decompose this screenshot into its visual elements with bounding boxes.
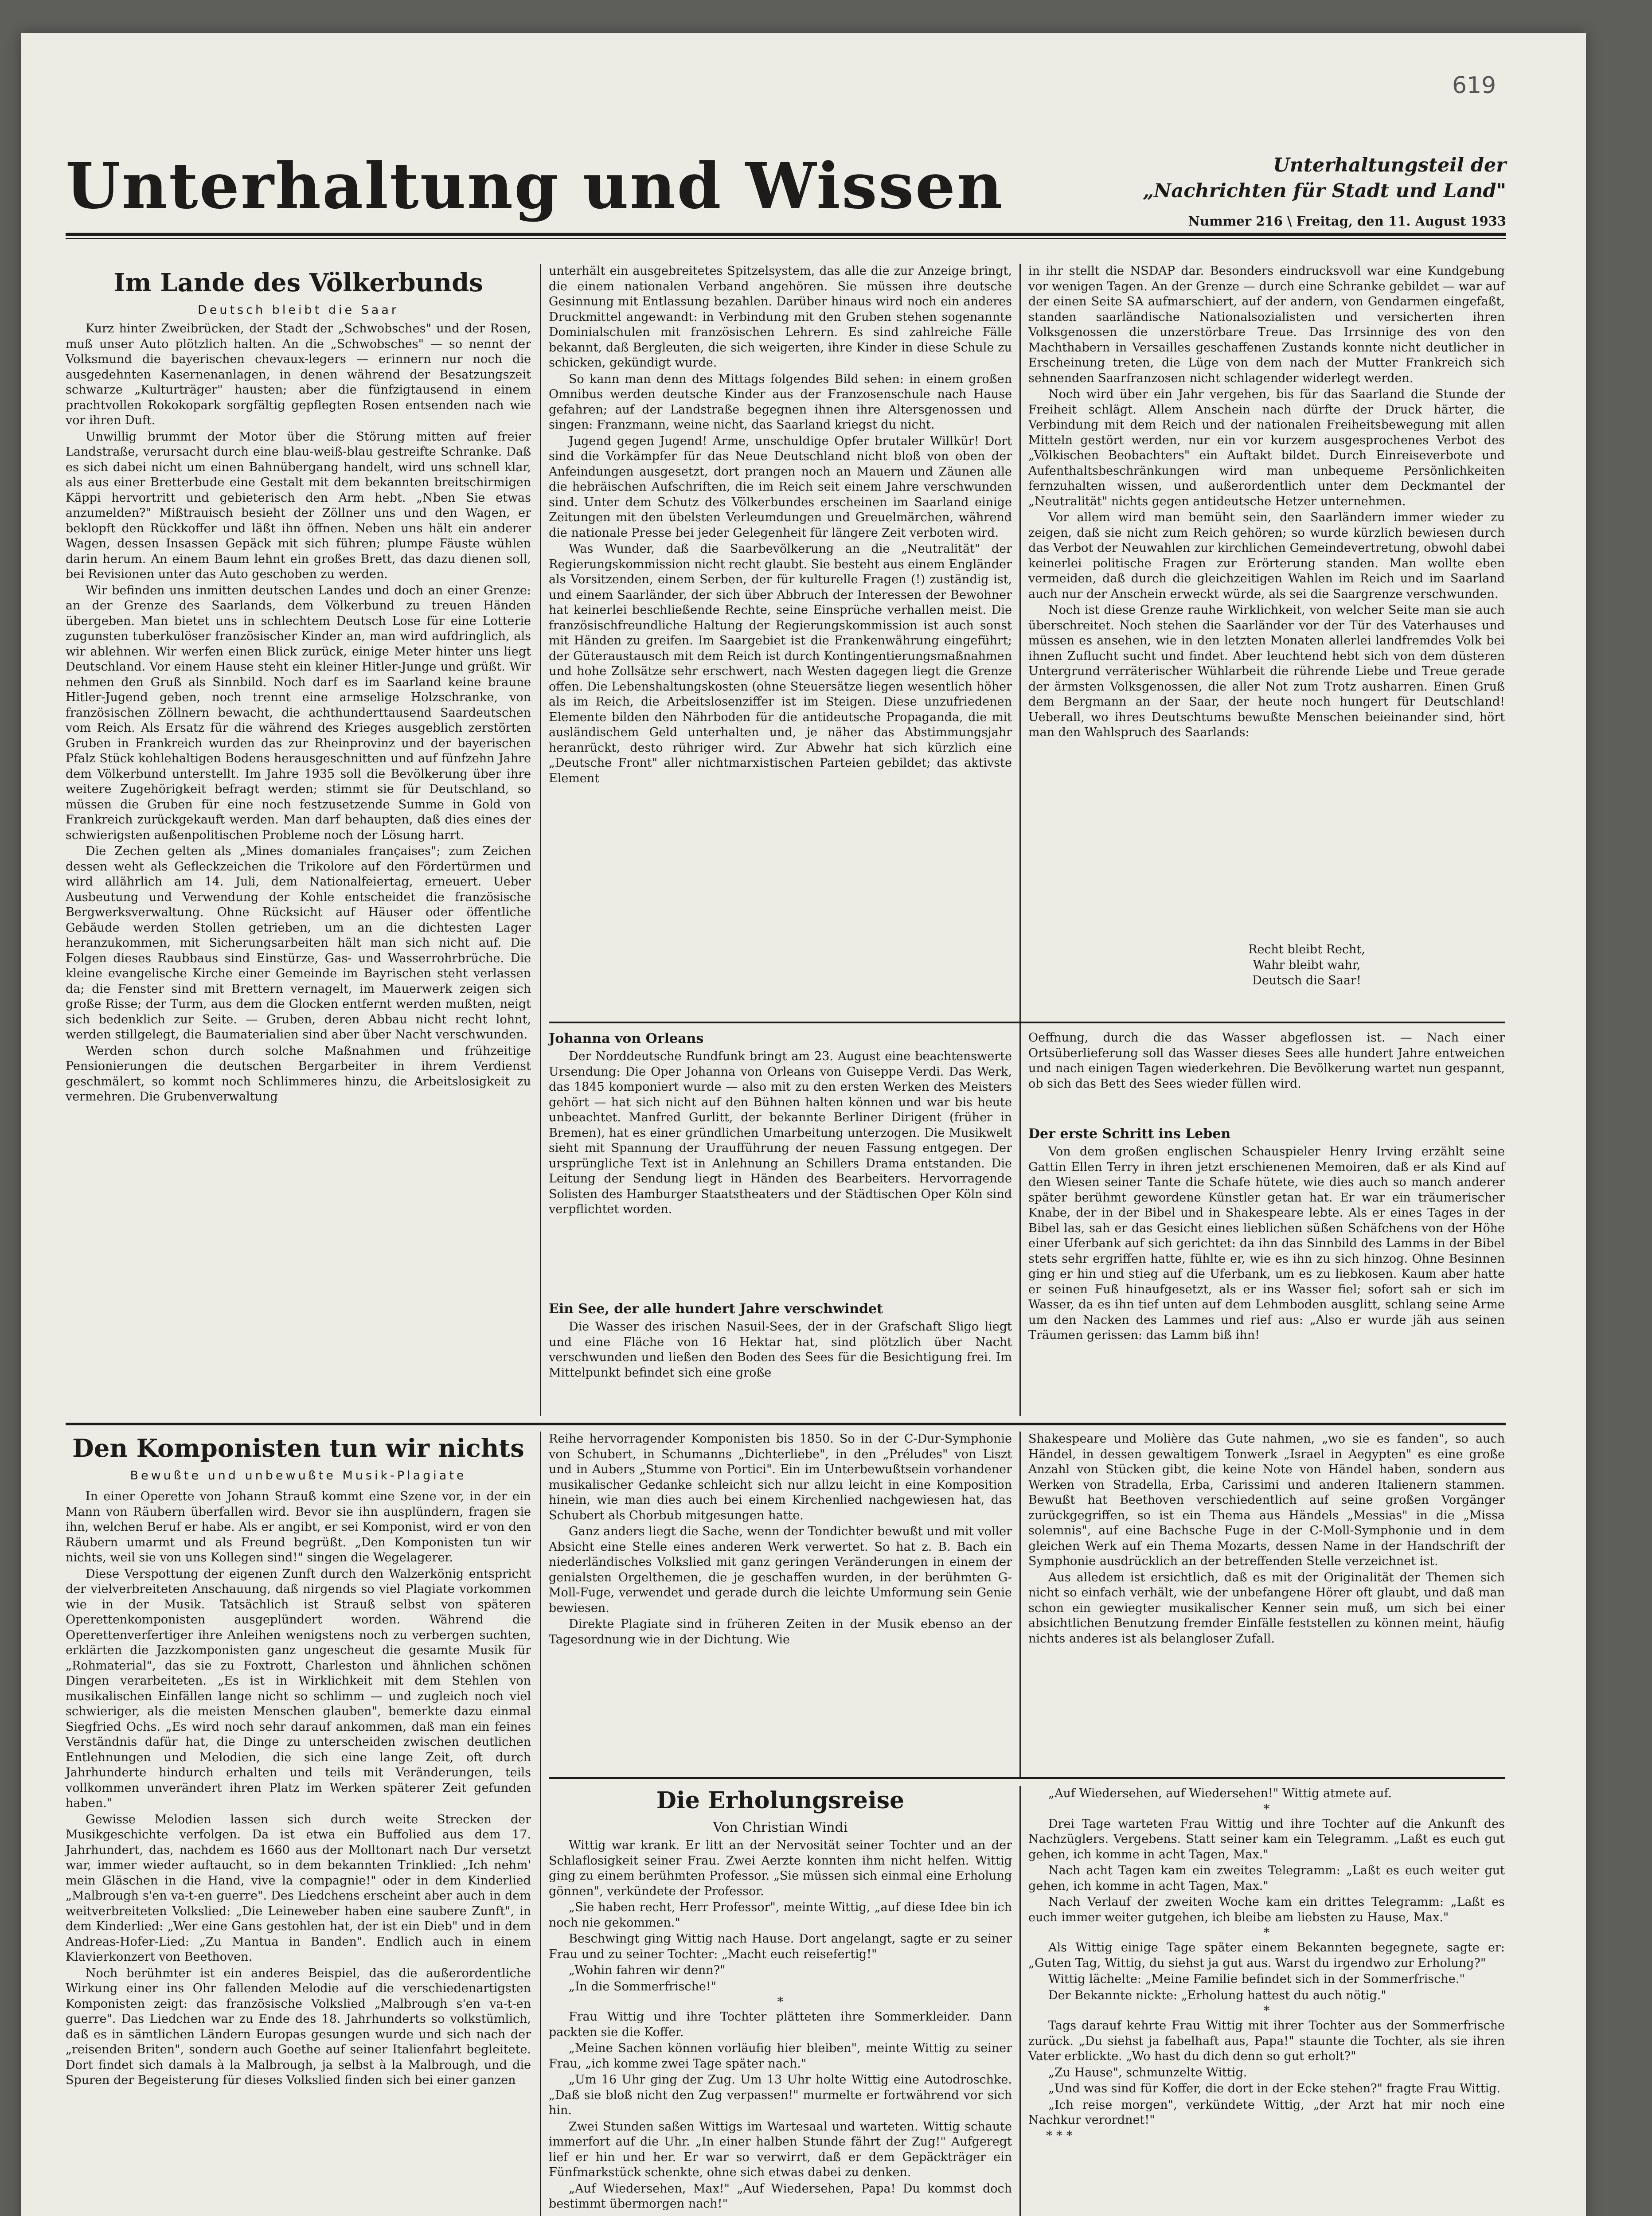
section-star: * bbox=[777, 1994, 784, 2009]
paragraph: Reihe hervorragender Komponisten bis 1850. So in der C-Dur-Symphonie von Schubert, in Schumanns „Dichterliebe", in den „Préludes" von Liszt und in Aubers „Stumme von Portici". Ein im Unterbewußtsein vorhandener musikalischer Gedanke schleicht sich nur allzu leicht in eine Komposition hinein, wie man dies auch bei einem Kirchenlied nachgewiesen hat, das Schubert als Chorbub mitgesungen hatte. bbox=[549, 1432, 1012, 1522]
paragraph: Als Wittig einige Tage später einem Bekannten begegnete, sagte er: „Guten Tag, Wittig, du siehst ja gut aus. Warst du irgendwo zur Erholung?" bbox=[1028, 1941, 1505, 1970]
paragraph: Zwei Stunden saßen Wittigs im Wartesaal und warteten. Wittig schaute immerfort auf die Uhr. „In einer halben Stunde fährt der Zug!" Aufgeregt lief er hin und her. Er war so verwirrt, daß er dem Gepäckträger ein Fünfmarkstück schenkte, ohne sich etwas dabei zu denken. bbox=[549, 2119, 1012, 2179]
paragraph: „Zu Hause", schmunzelte Wittig. bbox=[1048, 2065, 1247, 2079]
paragraph: Ganz anders liegt die Sache, wenn der Tondichter bewußt und mit voller Absicht eine Stelle eines anderen Werk verwertet. So hat z. B. Bach ein niederländisches Volkslied mit ganz geringen Veränderungen in einem der genialsten Orgelthemen, die je geschaffen wurden, in der berühmten G-Moll-Fuge, verwendet und gerade durch die leichte Umformung sein Genie bewiesen. bbox=[549, 1525, 1012, 1615]
article3-column-1 bbox=[549, 1838, 1012, 2212]
paragraph: Wittig lächelte: „Meine Familie befindet sich in der Sommerfrische." bbox=[1048, 1972, 1465, 1986]
paragraph: „Wohin fahren wir denn?" bbox=[569, 1963, 726, 1977]
paragraph: in ihr stellt die NSDAP dar. Besonders eindrucksvoll war eine Kundgebung vor wenigen Tagen. An der Grenze — durch eine Schranke gebildet — war auf der einen Seite SA aufmarschiert, auf der andern, von Gendarmen eingefaßt, standen saarländische Nationalsozialisten und versicherten ihren Volksgenossen die unzerstörbare Treue. Das Irrsinnige des von den Machthabern in Versailles geschaffenen Zustands konnte nicht deutlicher in Erscheinung treten, die Lüge von dem nach der Mutter Frankreich sich sehnenden Saarfranzosen nicht schlagender widerlegt werden. bbox=[1028, 264, 1505, 385]
paragraph: Jugend gegen Jugend! Arme, unschuldige Opfer brutaler Willkür! Dort sind die Vorkämpfer für das Neue Deutschland nicht bloß von oben der Anfeindungen ausgesetzt, dort prangen noch an Mauern und Zäunen alle die hebräischen Aufschriften, die im Reich seit einem Jahre verschwunden sind. Unter dem Schutz des Völkerbundes erscheinen im Saarland einige Zeitungen mit den übelsten Verleumdungen und Greuelmärchen, während die nationale Presse bei jeder Gelegenheit für längere Zeit verboten wird. bbox=[549, 434, 1012, 540]
article2-subtitle: Bewußte und unbewußte Musik-Plagiate bbox=[130, 1469, 467, 1483]
short-text-see-continued bbox=[1028, 1030, 1505, 1092]
paragraph: Die Zechen gelten als „Mines domaniales françaises"; zum Zeichen dessen weht als Gefleckzeichen die Trikolore auf den Fördertürmen und wird allährlich am 14. Juli, dem Nationalfeiertag, erneuert. Ueber Ausbeutung und Verwendung der Kohle entscheidet die französische Bergwerksverwaltung. Ohne Rücksicht auf Häuser oder öffentliche Gebäude werden Stollen getrieben, um an die dichtesten Lager heranzukommen, mit Sicherungsarbeiten hält man sich nicht auf. Die Folgen dieses Raubbaus sind Einstürze, Gas- und Wasserrohrbrüche. Die kleine evangelische Kirche einer Gemeinde im Bayrischen steht verlassen da; die Fenster sind mit Brettern vernagelt, im Mauerwerk zeigen sich große Risse; der Turm, aus dem die Glocken entfernt werden mußten, neigt sich bedenklich zur Seite. — Gruben, deren Abbau nicht recht lohnt, werden stillgelegt, die Baumaterialien sind aber über Nacht verschwunden. bbox=[66, 844, 531, 1042]
paragraph: Der Bekannte nickte: „Erholung hattest du auch nötig." bbox=[1048, 1988, 1386, 2002]
paragraph: Shakespeare und Molière das Gute nahmen, „wo sie es fanden", so auch Händel, in dessen gewaltigem Tonwerk „Israel in Aegypten" es eine große Anzahl von Stücken gibt, die keine Note von Händel haben, sondern aus Werken von Stradella, Erba, Carissimi und anderen Italienern stammen. Bewußt hat Beethoven verschiedentlich auf seine großen Vorgänger zurückgegriffen, so ist ein Thema aus Händels „Messias" in die „Missa solemnis", auf eine Bachsche Fuge in der C-Moll-Symphonie und in dem gleichen Werk auf ein Thema Mozarts, dessen Name in der Handschrift der Symphonie ausdrücklich an der betreffenden Stelle verzeichnet ist. bbox=[1028, 1432, 1505, 1568]
paragraph: Vor allem wird man bemüht sein, den Saarländern immer wieder zu zeigen, daß sie nicht zum Reich gehören; so wurde kürzlich bewiesen durch das Verbot der Neuwahlen zur kirchlichen Gemeindevertretung, obwohl dabei keinerlei politische Fragen zur Erörterung standen. Man wollte eben vermeiden, daß durch die gleichzeitigen Wahlen im Reich und im Saarland auch nur der Anschein erweckt würde, als sei die Saargrenze verschwunden. bbox=[1028, 511, 1505, 601]
short-text-schritt bbox=[1028, 1144, 1505, 1343]
paragraph: Wittig war krank. Er litt an der Nervosität seiner Tochter und an der Schlaflosigkeit seiner Frau. Zwei Aerzte konnten ihm nicht helfen. Wittig ging zu einem berühmten Professor. „Sie müssen sich einmal eine Erholung gönnen", verkündete der Professor. bbox=[549, 1838, 1012, 1898]
short-text-see bbox=[549, 1319, 1012, 1381]
section-star: * bbox=[1263, 1925, 1270, 1940]
short-title-see: Ein See, der alle hundert Jahre verschwindet bbox=[549, 1301, 883, 1317]
paragraph: Nach Verlauf der zweiten Woche kam ein drittes Telegramm: „Laßt es euch immer weiter gutgehen, ich bleibe am liebsten zu Hause, Max." bbox=[1028, 1895, 1505, 1924]
paragraph: „Um 16 Uhr ging der Zug. Um 13 Uhr holte Wittig eine Autodroschke. „Daß sie bloß nicht den Zug verpassen!" murmelte er fortwährend vor sich hin. bbox=[549, 2073, 1012, 2117]
paragraph: So kann man denn des Mittags folgendes Bild sehen: in einem großen Omnibus werden deutsche Kinder aus der Franzosenschule nach Hause gefahren; auf der Landstraße begegnen ihnen ihre Altersgenossen und singen: Franzmann, weine nicht, das Saarland kriegst du nicht. bbox=[549, 372, 1012, 432]
section-rule bbox=[549, 1777, 1505, 1779]
paragraph: „Meine Sachen können vorläufig hier bleiben", meinte Wittig zu seiner Frau, „ich komme zwei Tage später nach." bbox=[549, 2041, 1012, 2071]
paragraph: Von dem großen englischen Schauspieler Henry Irving erzählt seine Gattin Ellen Terry in ihren jetzt erschienenen Memoiren, daß er als Kind auf den Wiesen seiner Tante die Schafe hütete, wie dies auch so manch anderer später berühmt gewordene Künstler getan hat. Er war ein träumerischer Knabe, der in der Bibel und in Shakespeare lebte. Als er eines Tages in der Bibel las, sah er das Gesicht eines lieblichen süßen Schäfchens von der Höhe einer Uferbank auf sich gerichtet: da ihn das Sinnbild des Lamms in der Bibel stets sehr ergriffen hatte, fühlte er, wie es ihn zu sich hinzog. Ohne Besinnen ging er hin und stieg auf die Uferbank, um es zu liebkosen. Kaum aber hatte er seinen Fuß hinaufgesetzt, als er ins Wasser fiel; sofort sah er sich im Wasser, da es ihn tief unten auf dem Lehmboden ausglitt, schlang seine Arme um den Nacken des Lammes und rief aus: „Also er wurde jäh aus seinen Träumen gerissen: das Lamm biß ihn! bbox=[1028, 1145, 1505, 1342]
column-divider bbox=[1019, 1786, 1021, 2216]
paragraph: Unwillig brummt der Motor über die Störung mitten auf freier Landstraße, verursacht durch eine blau-weiß-blau gestreifte Schranke. Daß es sich dabei nicht um einen Bahnübergang handelt, wird uns schnell klar, als aus einer Bretterbude eine Gestalt mit dem bekannten breitschirmigen Käppi hervortritt und gebieterisch den Arm hebt. „Nben Sie etwas anzumelden?" Mißtrauisch besieht der Zöllner uns und den Wagen, er beklopft den Rückkoffer und läßt ihn öffnen. Neben uns hält ein anderer Wagen, dessen Insassen Gepäck mit sich führen; plumpe Fäuste wühlen darin herum. An einem Baum lehnt ein großes Brett, das dazu dienen soll, bei Revisionen unter das Auto geschoben zu werden. bbox=[66, 429, 531, 581]
paragraph: Gewisse Melodien lassen sich durch weite Strecken der Musikgeschichte verfolgen. Da ist etwa ein Buffolied aus dem 17. Jahrhundert, das, nachdem es 1660 aus der Molltonart nach Dur versetzt war, immer wieder auftaucht, so in dem bekannten Trinklied: „Ich nehm' mein Gläschen in die Hand, vive la compagnie!" oder in dem Kinderlied „Malbrough s'en va-t-en guerre". Des Liedchens erscheint aber auch in dem weitverbreiteten Volkslied: „Die Leineweber haben eine saubere Zunft", in dem Kinderlied: „Wer eine Gans gestohlen hat, der ist ein Dieb" und in dem Andreas-Hofer-Lied: „Zu Mantua in Banden". Endlich auch in einem Klavierkonzert von Beethoven. bbox=[66, 1812, 531, 1964]
paragraph: Tags darauf kehrte Frau Wittig mit ihrer Tochter aus der Sommerfrische zurück. „Du siehst ja fabelhaft aus, Papa!" staunte die Tochter, als sie ihren Vater erblickte. „Wo hast du dich denn so gut erholt?" bbox=[1028, 2019, 1505, 2063]
masthead-subtitle-line1: Unterhaltungsteil der bbox=[1273, 154, 1506, 176]
paragraph: „Auf Wiedersehen, auf Wiedersehen!" Wittig atmete auf. bbox=[1048, 1787, 1392, 1800]
paragraph: Noch wird über ein Jahr vergehen, bis für das Saarland die Stunde der Freiheit schlägt. Allem Anschein nach dürfte der Druck härter, die Verbindung mit dem Reich und der nationalen Freiheitsbewegung mit allen Mitteln gestört werden, nur ein vor kurzem ausgesprochenes Verbot des „Völkischen Beobachters" ein Auftakt bildet. Durch Einreiseverbote und Aufenthaltsbeschränkungen wird man unbequeme Persönlichkeiten fernzuhalten wissen, und außerordentlich unter dem Deckmantel der „Neutralität" nichts gegen antideutsche Hetzer unternehmen. bbox=[1028, 387, 1505, 508]
paragraph: In einer Operette von Johann Strauß kommt eine Szene vor, in der ein Mann von Räubern überfallen wird. Bevor sie ihn ausplündern, fragen sie ihn, welchen Beruf er habe. Als er angibt, er sei Komponist, wird er von den Räubern umarmt und als Freund begrüßt. „Den Komponisten tun wir nichts, weil sie von uns Kollegen sind!" singen die Wegelagerer. bbox=[66, 1490, 531, 1564]
paragraph: Oeffnung, durch die das Wasser abgeflossen ist. — Nach einer Ortsüberlieferung soll das Wasser dieses Sees alle hundert Jahre entweichen und nach einigen Tagen wiederkehren. Die Bevölkerung wartet nun gespannt, ob sich das Bett des Sees wieder füllen wird. bbox=[1028, 1031, 1505, 1091]
issue-line: Nummer 216 \ Freitag, den 11. August 1933 bbox=[1188, 214, 1506, 229]
article2-column-1 bbox=[66, 1489, 531, 2088]
section-rule bbox=[66, 1423, 1506, 1425]
article2-title: Den Komponisten tun wir nichts bbox=[72, 1434, 524, 1463]
column-divider bbox=[540, 264, 541, 1416]
article1-column-2 bbox=[549, 264, 1012, 786]
article1-title: Im Lande des Völkerbunds bbox=[113, 268, 483, 297]
paragraph: Diese Verspottung der eigenen Zunft durch den Walzerkönig entspricht der vielverbreiteten Anschauung, daß nirgends so viel Plagiate vorkommen wie in der Musik. Tatsächlich ist Strauß selbst von späteren Operettenkomponisten ausgeplündert worden. Während die Operettenverfertiger ihre Anleihen wenigstens noch zu verbergen suchten, erklärten die Jazzkomponisten ganz ungescheut die gesamte Musik für „Rohmaterial", das sie zu Foxtrott, Charleston und ähnlichen schönen Dingen verarbeiteten. „Es ist in Wirklichkeit mit dem Stehlen von musikalischen Einfällen lange nicht so schlimm — und zugleich noch viel schwieriger, als die meisten Menschen glauben", bemerkte dazu einmal Siegfried Ochs. „Es wird noch sehr darauf ankommen, daß man ein feines Verständnis dafür hat, die Dinge zu unterscheiden zwischen deutlichen Entlehnungen und Melodien, die sich eine lange Zeit, oft durch Jahrhunderte hindurch erhalten und teils mit Veränderungen, teils vollkommen unverändert ihren Platz im Werken späterer Zeit gefunden haben." bbox=[66, 1567, 531, 1810]
column-divider bbox=[540, 1432, 541, 2216]
paragraph: Der Norddeutsche Rundfunk bringt am 23. August eine beachtenswerte Ursendung: Die Oper Johanna von Orleans von Guiseppe Verdi. Das Werk, das 1845 komponiert wurde — also mit zu den ersten Werken des Meisters gehört — hat sich nicht auf den Bühnen halten können und war bis heute unbeachtet. Manfred Gurlitt, der bekannte Berliner Dirigent (früher in Bremen), hat es einer gründlichen Umarbeitung unterzogen. Die Musikwelt sieht mit Spannung der Uraufführung der neuen Fassung entgegen. Der ursprüngliche Text ist in Anlehnung an Schillers Drama entstanden. Die Leitung der Sendung liegt in Händen des Bearbeiters. Hervorragende Solisten des Hamburger Staatstheaters und der Städtischen Oper Köln sind verpflichtet worden. bbox=[549, 1049, 1012, 1216]
masthead-rule bbox=[66, 233, 1506, 236]
verse-line: Deutsch die Saar! bbox=[1252, 974, 1361, 987]
short-text-orleans bbox=[549, 1049, 1012, 1217]
masthead-subtitle-line2: „Nachrichten für Stadt und Land" bbox=[1143, 180, 1506, 202]
masthead-rule-thin bbox=[66, 238, 1506, 239]
paragraph: Noch ist diese Grenze rauhe Wirklichkeit, von welcher Seite man sie auch überschreitet. Noch stehen die Saarländer vor der Tür des Vaterhauses und müssen es ansehen, wie in den letzten Monaten allerlei landfremdes Volk bei ihnen Zuflucht sucht und findet. Aber leuchtend hebt sich von dem düsteren Untergrund verräterischer Wühlarbeit die rührende Liebe und Treue gerade der ärmsten Volksgenossen, die aller Not zum Trotz ausharren. Einen Gruß dem Bergmann an der Saar, der heute noch hungert für Deutschland! Ueberall, wo ihres Deutschtums bewußte Menschen beieinander sind, hört man den Wahlspruch des Saarlands: bbox=[1028, 603, 1505, 739]
end-mark: * * * bbox=[1046, 2128, 1073, 2143]
paragraph: Nach acht Tagen kam ein zweites Telegramm: „Laßt es euch weiter gut gehen, ich komme in acht Tagen, Max." bbox=[1028, 1864, 1505, 1893]
paragraph: Beschwingt ging Wittig nach Hause. Dort angelangt, sagte er zu seiner Frau und zu seiner Tochter: „Macht euch reisefertig!" bbox=[549, 1932, 1012, 1961]
article1-column-1 bbox=[66, 321, 531, 1105]
verse-line: Wahr bleibt wahr, bbox=[1253, 958, 1361, 972]
column-divider bbox=[1019, 264, 1021, 1416]
article1-subtitle: Deutsch bleibt die Saar bbox=[198, 303, 399, 317]
section-star: * bbox=[1263, 2003, 1270, 2018]
paragraph: Werden schon durch solche Maßnahmen und frühzeitige Pensionierungen die deutschen Bergarbeiter in ihrem Verdienst geschmälert, so kommt noch Schlimmeres hinzu, die Arbeitslosigkeit zu vermehren. Die Grubenverwaltung bbox=[66, 1044, 531, 1104]
newspaper-page bbox=[21, 33, 1586, 2216]
article3-title: Die Erholungsreise bbox=[656, 1787, 905, 1814]
paragraph: „In die Sommerfrische!" bbox=[569, 1979, 717, 1994]
verse-line: Recht bleibt Recht, bbox=[1248, 943, 1365, 956]
paragraph: „Sie haben recht, Herr Professor", meinte Wittig, „auf diese Idee bin ich noch nie gekommen." bbox=[549, 1900, 1012, 1930]
paragraph: Wir befinden uns inmitten deutschen Landes und doch an einer Grenze: an der Grenze des Saarlands, dem Völkerbund zu treuen Händen übergeben. Man bietet uns in schlechtem Deutsch Lose für eine Lotterie zugunsten tuberkulöser französischer Kinder an, man wird aufdringlich, als wir ablehnen. Wir werfen einen Blick zurück, einige Meter hinter uns liegt Deutschland. Vor einem Hause steht ein kleiner Hitler-Junge und grüßt. Wir nehmen den Gruß als Sinnbild. Noch darf es im Saarland keine braune Hitler-Jugend geben, noch trennt eine armselige Holzschranke, von französischen Zöllnern bewacht, die achthunderttausend Saardeutschen vom Reich. Als Ersatz für die während des Krieges ausgeblich zerstörten Gruben in Frankreich wurden das zur Rheinprovinz und der bayerischen Pfalz Stück kohlehaltigen Bodens herausgeschnitten und auf fünfzehn Jahre dem Völkerbund unterstellt. Im Jahre 1935 soll die Bevölkerung über ihre weitere Zugehörigkeit befragt werden; stimmt sie für Deutschland, so müssen die Gruben für eine noch festzusetzende Summe in Gold von Frankreich zurückgekauft werden. Man darf behaupten, daß dies eines der schwierigsten außenpolitischen Probleme noch der Lösung harrt. bbox=[66, 583, 531, 842]
article3-byline: Von Christian Windi bbox=[713, 1820, 848, 1835]
paragraph: „Auf Wiedersehen, Max!" „Auf Wiedersehen, Papa! Du kommst doch bestimmt übermorgen nach!" bbox=[549, 2181, 1012, 2211]
page-number: 619 bbox=[1452, 72, 1496, 99]
paragraph: Kurz hinter Zweibrücken, der Stadt der „Schwobsches" und der Rosen, muß unser Auto plötzlich halten. An die „Schwobsches" — so nennt der Volksmund die bayerischen chevaux-legers — erinnern nur noch die ausgedehnten Kasernenanlagen, in denen während der Besatzungszeit schwarze „Kulturträger" hausten; aber die fünfzigtausend in einem prachtvollen Rokokopark sorgfältig gepflegten Rosen entsenden nach wie vor ihren Duft. bbox=[66, 322, 531, 427]
section-rule bbox=[549, 1022, 1505, 1023]
paragraph: Die Wasser des irischen Nasuil-Sees, der in der Grafschaft Sligo liegt und eine Fläche von 16 Hektar hat, sind plötzlich über Nacht verschwunden und ließen den Boden des Sees für die Besichtigung frei. Im Mittelpunkt befindet sich eine große bbox=[549, 1320, 1012, 1380]
paragraph: „Und was sind für Koffer, die dort in der Ecke stehen?" fragte Frau Wittig. bbox=[1048, 2082, 1501, 2095]
paragraph: Drei Tage warteten Frau Wittig und ihre Tochter auf die Ankunft des Nachzüglers. Vergebens. Statt seiner kam ein Telegramm. „Laßt es euch gut gehen, ich komme in acht Tagen, Max." bbox=[1028, 1817, 1505, 1861]
paragraph: Was Wunder, daß die Saarbevölkerung an die „Neutralität" der Regierungskommission nicht recht glaubt. Sie besteht aus einem Engländer als Vorsitzenden, einem Serben, der für kulturelle Fragen (!) zuständig ist, und einem Saarländer, der sich über Abbruch der Interessen der Bewohner hat keinerlei beschließende Rechte, seine Einsprüche verhallen meist. Die französischfreundliche Haltung der Regierungskommission ist auch sonst mit Händen zu greifen. Im Saargebiet ist die Frankenwährung eingeführt; der Güteraustausch mit dem Reich ist durch Kontingentierungsmaßnahmen und hohe Zollsätze sehr erschwert, nach Westen dagegen liegt die Grenze offen. Die Lebenshaltungskosten (ohne Steuersätze liegen wesentlich höher als im Reich, die Arbeitslosenziffer ist im Steigen. Diese unzufriedenen Elemente bilden den Nährboden für die antideutsche Propaganda, die mit ausländischem Geld unterhalten und, je näher das Abstimmungsjahr heranrückt, desto rühriger wird. Zur Abwehr hat sich kürzlich eine „Deutsche Front" aller nichtmarxistischen Parteien gebildet; das aktivste Element bbox=[549, 542, 1012, 785]
masthead-title: Unterhaltung und Wissen bbox=[66, 149, 1004, 223]
article3-column-2 bbox=[1028, 1786, 1505, 2143]
column-divider bbox=[1019, 1432, 1021, 1777]
paragraph: unterhält ein ausgebreitetes Spitzelsystem, das alle die zur Anzeige bringt, die einem nationalen Verband angehören. Sie müssen ihre deutsche Gesinnung mit Entlassung bezahlen. Darüber hinaus wird noch ein anderes Druckmittel angewandt: in Verbindung mit den Gruben stehen sogenannte Dominialschulen mit französischen Lehrern. Es sind zahlreiche Fälle bekannt, daß Bergleuten, die sich weigerten, ihre Kinder in diese Schule zu schicken, gekündigt wurde. bbox=[549, 264, 1012, 370]
article1-column-3 bbox=[1028, 264, 1505, 741]
short-title-orleans: Johanna von Orleans bbox=[549, 1031, 704, 1046]
article2-column-2 bbox=[549, 1432, 1012, 1647]
section-star: * bbox=[1263, 1801, 1270, 1816]
paragraph: „Ich reise morgen", verkündete Wittig, „der Arzt hat mir noch eine Nachkur verordnet!" bbox=[1028, 2098, 1505, 2127]
paragraph: Frau Wittig und ihre Tochter plätteten ihre Sommerkleider. Dann packten sie die Koffer. bbox=[549, 2010, 1012, 2039]
paragraph: Noch berühmter ist ein anderes Beispiel, das die außerordentliche Wirkung einer ins Ohr fallenden Melodie auf die verschiedenartigsten Komponisten zeigt: das französische Volkslied „Malbrough s'en va-t-en guerre". Das Liedchen war zu Ende des 18. Jahrhunderts so volkstümlich, daß es in sämtlichen Ländern Europas gesungen wurde und sich nach der „reisenden Briten", sondern auch Goethe auf seiner Italienfahrt begleitete. Dort findet sich damals à la Malbrough, ja selbst à la Malbrough, und die Spuren der Begeisterung für dieses Volkslied finden sich bei einer ganzen bbox=[66, 1966, 531, 2087]
short-title-schritt: Der erste Schritt ins Leben bbox=[1028, 1126, 1231, 1142]
paragraph: Direkte Plagiate sind in früheren Zeiten in der Musik ebenso an der Tagesordnung wie in der Dichtung. Wie bbox=[549, 1617, 1012, 1646]
article2-column-3 bbox=[1028, 1432, 1505, 1646]
closing-verse bbox=[1218, 942, 1395, 988]
paragraph: Aus alledem ist ersichtlich, daß es mit der Originalität der Themen sich nicht so einfach verhält, wie der unbefangene Hörer oft glaubt, und daß man schon ein gewiegter musikalischer Kenner sein muß, um sich bei einer absichtlichen Benutzung fremder Einfälle feststellen zu können meint, häufig nichts anderes ist als belangloser Zufall. bbox=[1028, 1570, 1505, 1646]
